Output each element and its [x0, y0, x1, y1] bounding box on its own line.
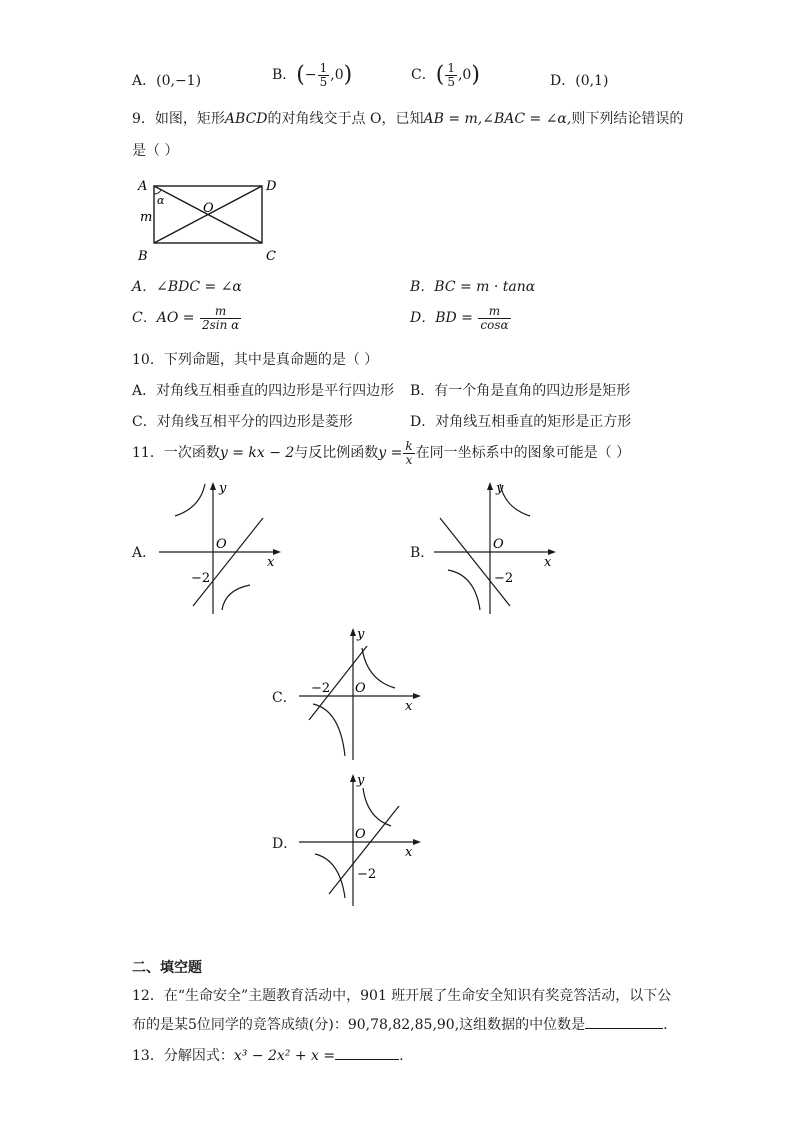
q11-option-b-label: B．	[410, 545, 435, 561]
fig-label-c: C	[266, 249, 276, 264]
graph-c-x-label: x	[405, 699, 413, 714]
section-2-title: 二、填空题	[132, 960, 202, 976]
q11-option-a-label: A．	[132, 545, 157, 561]
q12-answer-blank	[585, 1028, 663, 1029]
q10-stem: 10．下列命题，其中是真命题的是（ ）	[132, 352, 379, 368]
q13-answer-blank	[335, 1059, 399, 1060]
fig-label-o: O	[203, 201, 214, 216]
graph-a-origin-label: O	[216, 537, 227, 552]
q9-option-d: D．BD = $\frac{m}{\cos\alpha}$	[410, 304, 509, 332]
q8-option-b: B．(− $\frac{1}{5}$ ,0)	[272, 61, 353, 89]
q12-line2: 布的是某5位同学的竞答成绩(分)：90,78,82,85,90,这组数据的中位数是 .	[132, 1017, 668, 1033]
fig-label-b: B	[138, 249, 148, 264]
q9-stem-line2: 是（ ）	[132, 143, 179, 159]
graph-d-x-label: x	[405, 845, 413, 860]
graph-b-origin-label: O	[493, 537, 504, 552]
q9-stem: 9．如图，矩形ABCD的对角线交于点 O，已知AB = m,∠BAC = ∠α,则下列结论错误的	[132, 111, 684, 127]
q9-rectangle-figure	[130, 172, 290, 264]
q10-option-d: D．对角线互相垂直的矩形是正方形	[410, 414, 632, 430]
graph-c-y-label: y	[357, 627, 365, 642]
q11-stem: 11．一次函数y = kx − 2与反比例函数y = $\frac{k}{x}$ 在同一坐标系中的图象可能是（ ）	[132, 439, 631, 467]
q11-graph-b	[430, 478, 560, 618]
q11-graph-d	[295, 770, 425, 910]
graph-d-neg2-label: −2	[357, 867, 377, 882]
graph-a-x-label: x	[267, 555, 275, 570]
fig-label-a: A	[138, 179, 148, 194]
graph-c-origin-label: O	[355, 681, 366, 696]
graph-d-origin-label: O	[355, 827, 366, 842]
q9-option-a: A．∠BDC = ∠α	[132, 279, 242, 295]
q8-option-a: A．(0,−1)	[132, 73, 202, 89]
q11-graph-c	[295, 624, 425, 764]
q11-graph-a	[155, 478, 285, 618]
graph-b-x-label: x	[544, 555, 552, 570]
graph-b-neg2-label: −2	[494, 571, 514, 586]
q8-option-c: C．( $\frac{1}{5}$ ,0)	[411, 61, 480, 89]
graph-a-y-label: y	[219, 481, 227, 496]
q10-option-b: B．有一个角是直角的四边形是矩形	[410, 383, 631, 399]
q9-option-b: B．BC = m · tanα	[410, 279, 536, 295]
q11-option-d-label: D．	[272, 836, 298, 852]
graph-d-y-label: y	[357, 773, 365, 788]
q10-option-c: C．对角线互相平分的四边形是菱形	[132, 414, 353, 430]
fig-label-m: m	[140, 210, 153, 225]
q10-option-a: A．对角线互相垂直的四边形是平行四边形	[132, 383, 395, 399]
q9-option-c: C．AO = $\frac{m}{\text{2sin α}}$	[132, 304, 240, 332]
graph-c-neg2-label: −2	[311, 681, 331, 696]
q11-option-c-label: C．	[272, 690, 297, 706]
graph-a-neg2-label: −2	[191, 571, 211, 586]
q12-line1: 12．在“生命安全”主题教育活动中，901 班开展了生命安全知识有奖竞答活动，以下公	[132, 988, 672, 1004]
fig-label-d: D	[266, 179, 277, 194]
q13-stem: 13．分解因式：x³ − 2x² + x = .	[132, 1048, 404, 1064]
fig-label-alpha: α	[157, 194, 165, 207]
q8-option-d: D．(0,1)	[550, 73, 609, 89]
graph-b-y-label: y	[496, 481, 504, 496]
